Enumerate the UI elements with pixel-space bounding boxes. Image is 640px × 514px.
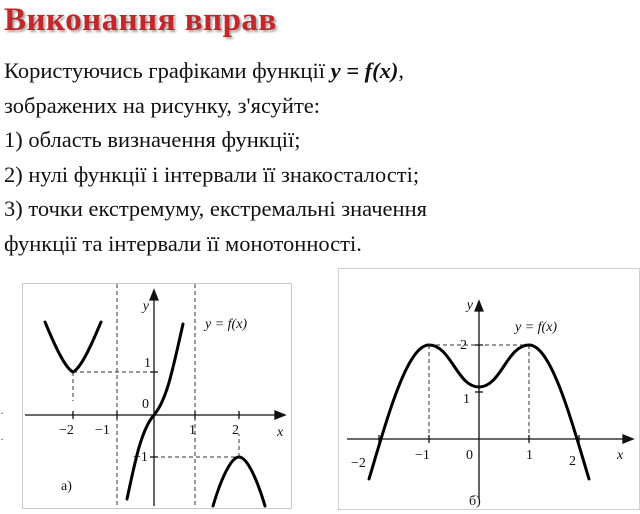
y-axis-arrow — [150, 290, 158, 300]
tick-label-y-2: 2 — [460, 338, 467, 353]
tick-label-y-1: 1 — [463, 392, 470, 407]
curve-label: y = f(x) — [205, 317, 248, 332]
tick-label-x-minus-2: −2 — [59, 423, 74, 438]
x-axis-label: x — [617, 448, 624, 463]
tick-label-x-2: 2 — [232, 423, 239, 438]
tick-label-y-1: 1 — [144, 356, 151, 371]
figure-caption: б) — [469, 494, 481, 509]
x-axis-arrow — [623, 435, 633, 443]
tick-label-x-minus-2: −2 — [351, 456, 366, 471]
curve-a-left-branch — [45, 322, 101, 372]
tick-label-x-1: 1 — [526, 448, 533, 463]
y-axis-label: y — [142, 299, 149, 314]
task-line-2: зображених на рисунку, з'ясуйте: — [4, 92, 321, 118]
tick-label-x-minus-1: −1 — [415, 448, 430, 463]
task-item-extrema: 3) точки екстремуму, екстремальні значення — [4, 196, 427, 221]
task-line-1 — [4, 54, 427, 89]
task-item-monotonicity: функції та інтервали її монотонності. — [4, 230, 362, 256]
figure-a — [22, 283, 292, 509]
function-formula: y = f(x) — [330, 58, 399, 83]
curve-a-middle-branch — [127, 324, 183, 499]
tick-label-x-1: 1 — [189, 423, 196, 438]
task-item-domain: 1) область визначення функції; — [4, 127, 301, 152]
task-item-zeros: 2) нулі функції і інтервали її знакосталості; — [4, 161, 420, 187]
x-axis-label: x — [277, 425, 284, 440]
tick-label-y-minus-1: −1 — [133, 450, 148, 465]
curve-label: y = f(x) — [515, 320, 558, 335]
task-line-1-prefix: Користуючись графіками функції — [4, 58, 331, 83]
y-axis-label: y — [466, 298, 473, 313]
figure-a-graph — [23, 284, 291, 508]
tick-label-x-minus-1: −1 — [95, 423, 110, 438]
task-line-1-suffix: , — [398, 58, 404, 83]
figure-b-graph — [339, 269, 639, 509]
tick-label-x-2: 2 — [569, 454, 576, 469]
slide-title: Виконання вправ — [4, 2, 277, 38]
x-axis-arrow — [275, 411, 285, 419]
figure-b — [338, 268, 640, 510]
task-text — [4, 54, 427, 261]
origin-label: 0 — [466, 448, 473, 463]
origin-label: 0 — [142, 397, 149, 412]
figure-a-curve — [45, 322, 265, 506]
curve-a-right-branch — [213, 457, 265, 506]
y-axis-arrow — [475, 301, 483, 311]
figure-b-axes — [347, 301, 633, 499]
figure-caption: а) — [61, 479, 72, 494]
edge-marks: · · — [0, 406, 4, 446]
